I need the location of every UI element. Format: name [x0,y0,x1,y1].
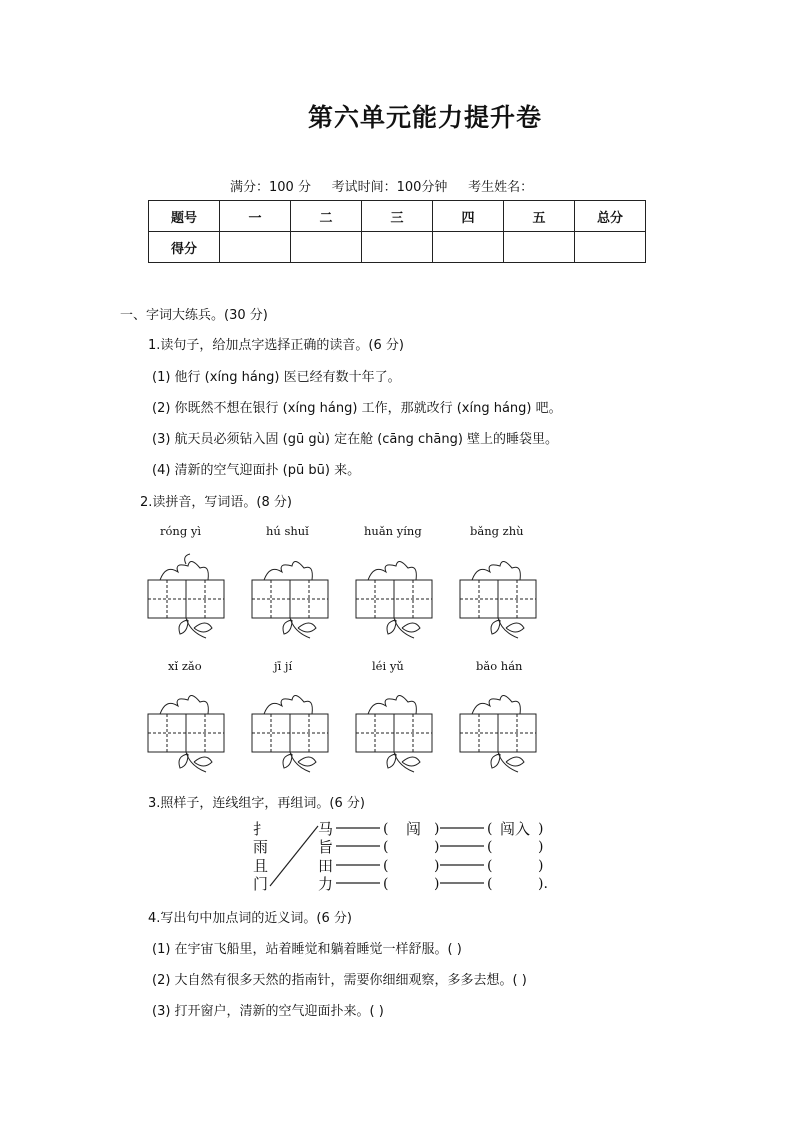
score-cell[interactable] [291,232,362,263]
score-table-score-row [149,232,646,263]
writing-grid[interactable] [250,558,330,642]
score-header-cell: 一 [220,201,291,232]
svg-text:(: ( [487,858,493,874]
score-table-header-row [149,201,646,232]
q1-item: (4) 清新的空气迎面扑 (pū bū) 来。 [152,463,361,478]
q1-item: (1) 他行 (xíng háng) 医已经有数十年了。 [152,370,401,385]
q3-example-char: 闯 [406,820,422,838]
svg-text:(: ( [383,821,389,837]
svg-text:(: ( [487,876,493,892]
q4-stem: 4.写出句中加点词的近义词。(6 分) [148,911,352,926]
writing-grid[interactable] [458,692,538,776]
q4-item: (1) 在宇宙飞船里，站着睡觉和躺着睡觉一样舒服。( ) [152,942,462,957]
svg-text:): ) [538,821,544,837]
score-table [148,200,646,263]
svg-text:(: ( [383,876,389,892]
writing-grid[interactable] [458,558,538,642]
writing-grid[interactable] [250,692,330,776]
score-row-label: 得分 [149,232,220,263]
pinyin-label: bǎng zhù [470,524,524,538]
q3-right-part: 旨 [318,838,334,856]
score-cell[interactable] [362,232,433,263]
q3-example-word: 闯入 [500,820,531,838]
writing-grid[interactable] [354,558,434,642]
pinyin-label: bǎo hán [476,659,523,673]
page-title: 第六单元能力提升卷 [307,103,542,132]
score-header-cell: 三 [362,201,433,232]
pinyin-label: huǎn yíng [364,524,422,538]
q3-left-radical: 雨 [253,838,269,856]
pinyin-label: róng yì [160,524,202,538]
q1-item: (2) 你既然不想在银行 (xíng háng) 工作，那就改行 (xíng háng) 吧。 [152,401,562,416]
pinyin-label: xǐ zǎo [168,659,202,673]
q3-right-part: 马 [318,820,334,838]
q2-stem: 2.读拼音，写词语。(8 分) [140,495,292,510]
svg-text:(: ( [487,821,493,837]
q4-item: (2) 大自然有很多天然的指南针，需要你细细观察，多多去想。( ) [152,973,527,988]
svg-text:(: ( [383,839,389,855]
score-cell[interactable] [504,232,575,263]
score-cell[interactable] [433,232,504,263]
svg-text:): ) [434,858,440,874]
score-header-cell: 五 [504,201,575,232]
pinyin-label: jī jí [274,659,293,673]
score-header-cell: 四 [433,201,504,232]
svg-text:): ) [434,839,440,855]
q3-left-radical: 扌 [253,820,269,838]
svg-text:).: ). [538,876,548,892]
svg-text:(: ( [383,858,389,874]
q3-right-part: 力 [318,875,334,893]
q3-right-part: 田 [318,857,334,875]
writing-grid[interactable] [146,558,226,642]
svg-text:): ) [538,858,544,874]
q4-item: (3) 打开窗户，清新的空气迎面扑来。( ) [152,1004,384,1019]
svg-text:): ) [538,839,544,855]
writing-grid[interactable] [146,692,226,776]
svg-text:): ) [434,821,440,837]
pinyin-label: léi yǔ [372,659,404,673]
score-cell[interactable] [575,232,646,263]
q3-stem: 3.照样子，连线组字，再组词。(6 分) [148,796,365,811]
score-header-cell: 总分 [575,201,646,232]
q3-left-radical: 且 [253,857,269,875]
exam-meta: 满分：100 分 考试时间：100分钟 考生姓名： [230,180,534,195]
svg-text:(: ( [487,839,493,855]
score-cell[interactable] [220,232,291,263]
svg-text:): ) [434,876,440,892]
pinyin-label: hú shuǐ [266,524,309,538]
score-header-cell: 题号 [149,201,220,232]
q1-item: (3) 航天员必须钻入固 (gū gù) 定在舱 (cāng chāng) 壁上的睡袋里。 [152,432,559,447]
q3-left-radical: 门 [253,875,269,893]
writing-grid[interactable] [354,692,434,776]
q1-stem: 1.读句子，给加点字选择正确的读音。(6 分) [148,338,404,353]
section-heading: 一、字词大练兵。(30 分) [120,308,268,323]
score-header-cell: 二 [291,201,362,232]
